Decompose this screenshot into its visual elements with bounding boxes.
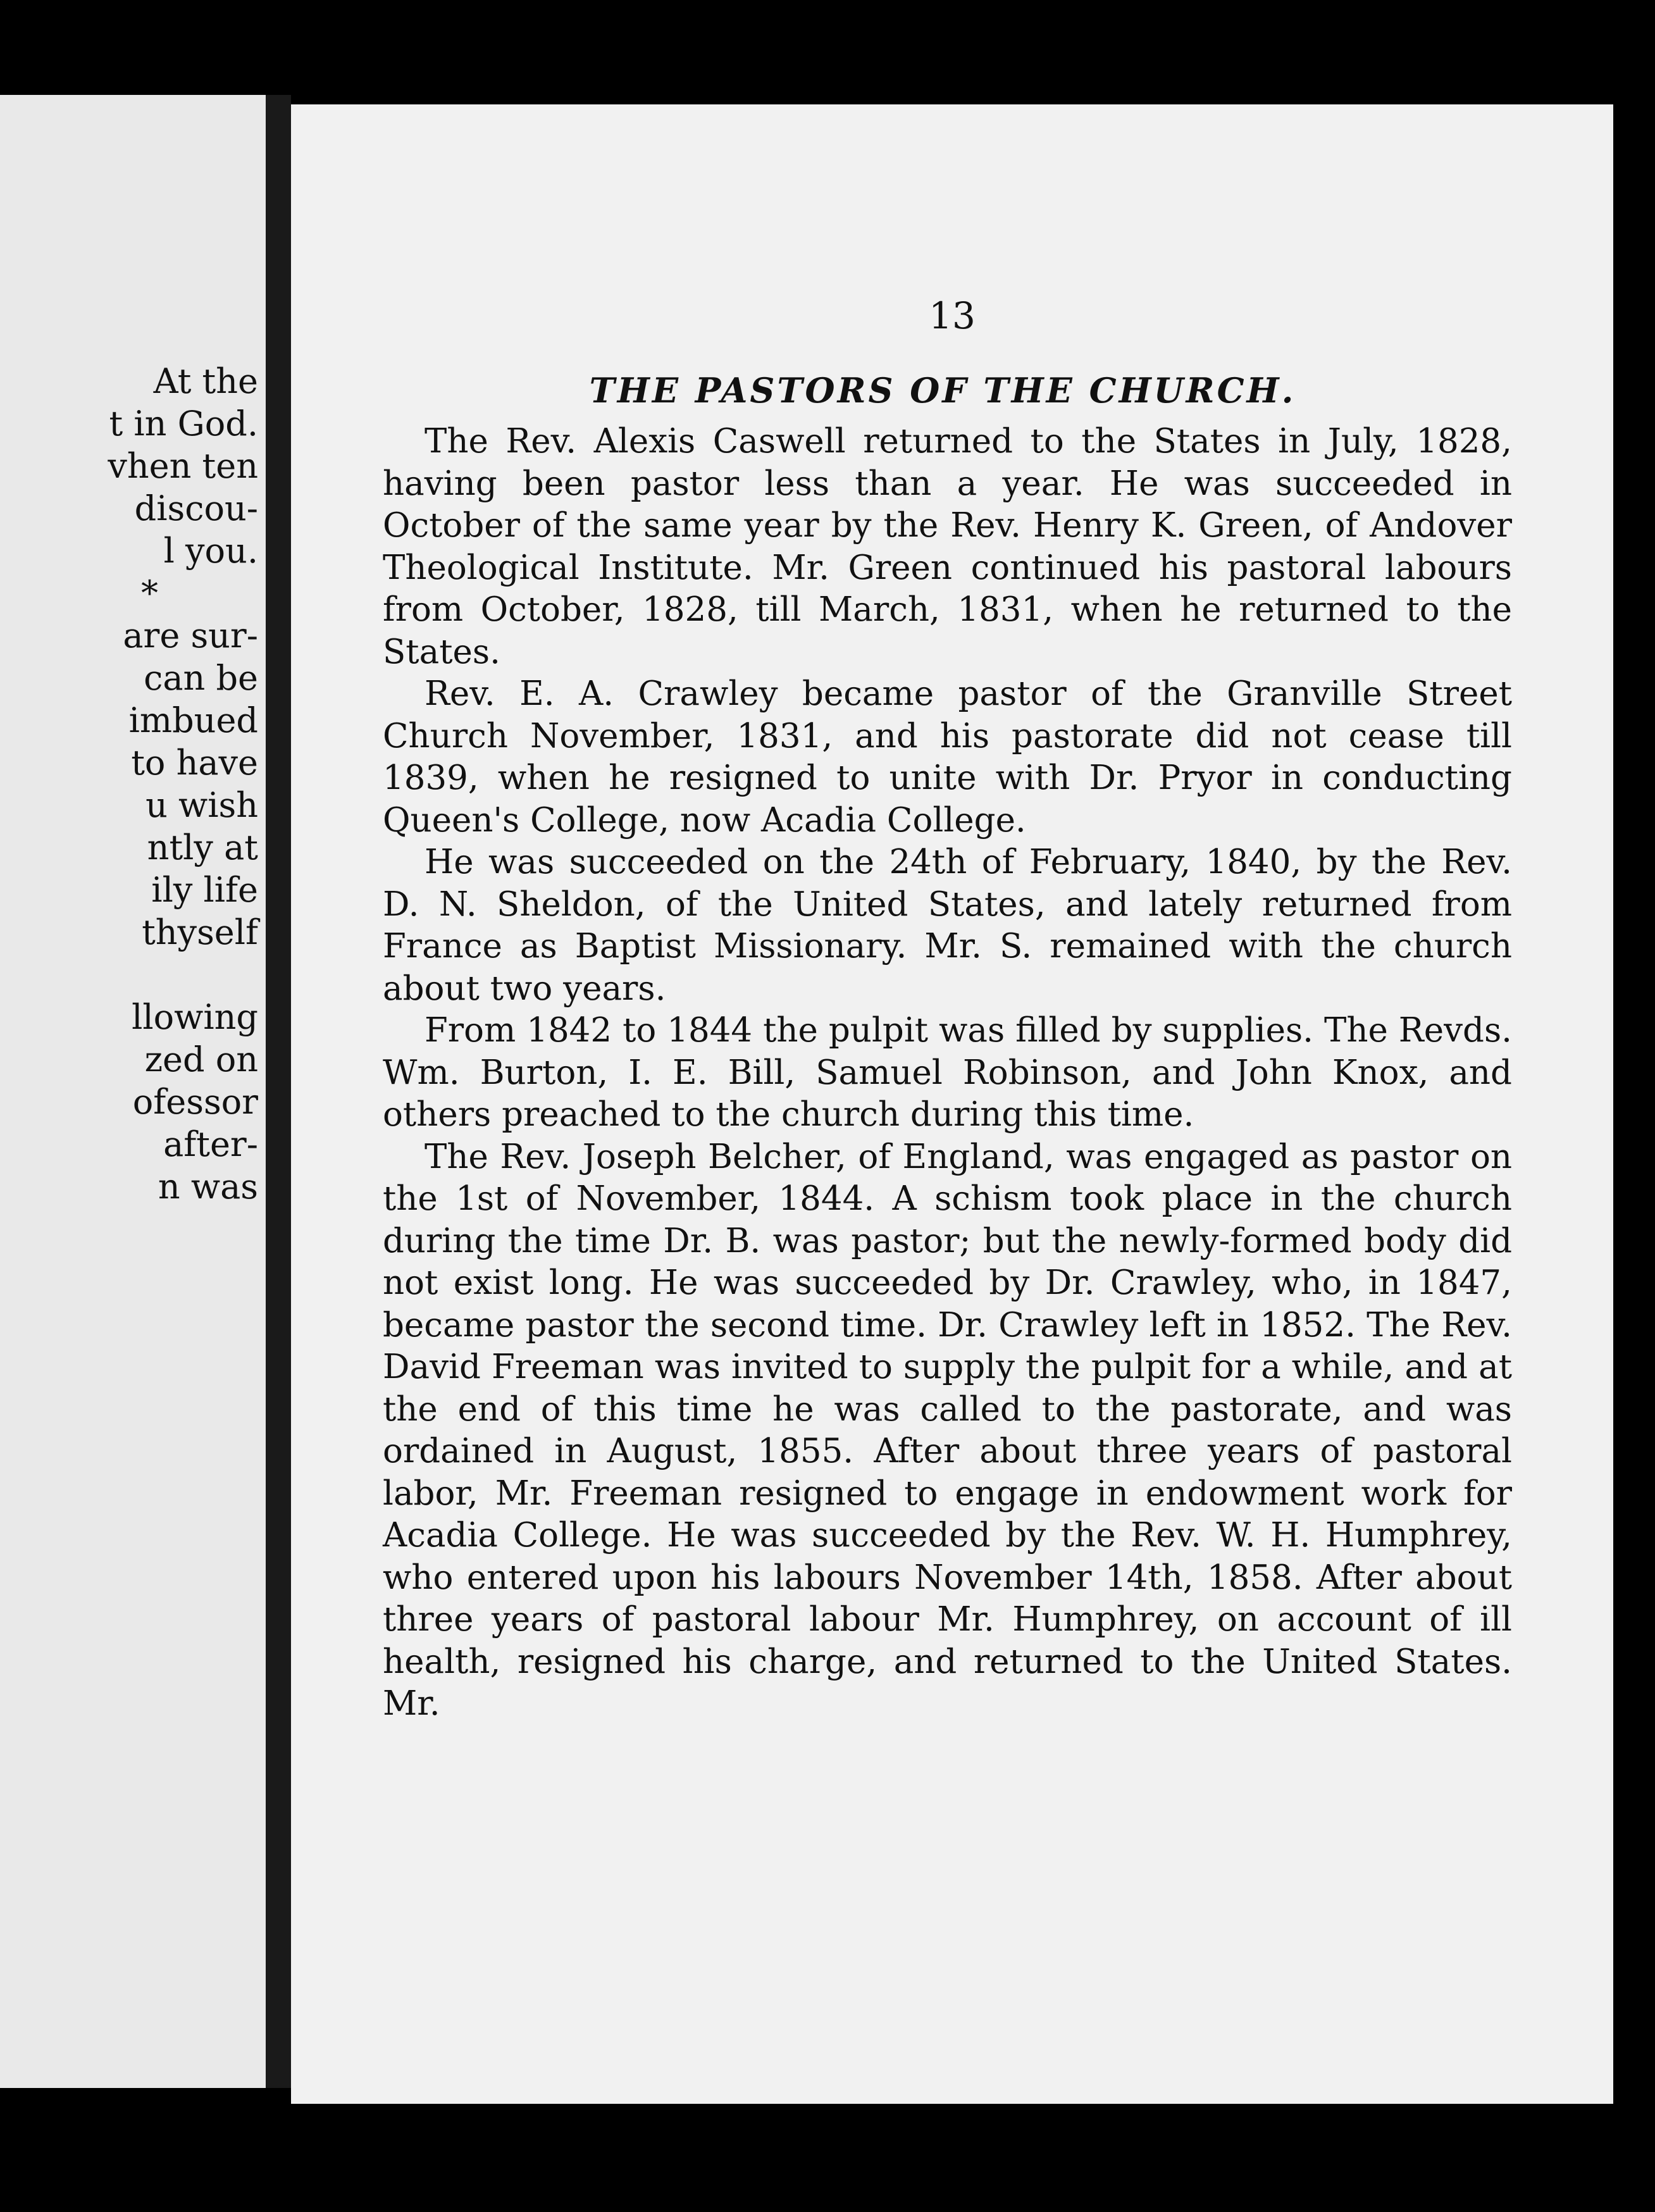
paragraph: Rev. E. A. Crawley became pastor of the Granville Street Church November, 1831, and his pastorate did not cease till 1839, when he resigned to unite with Dr. Pryor in conducting Queen's College, now Acadia College. [383, 674, 1512, 840]
left-page-text-fragment: can be [144, 658, 258, 698]
left-page-text-fragment: * [141, 573, 158, 613]
paragraph: The Rev. Joseph Belcher, of England, was engaged as pastor on the 1st of November, 1844. A schism took place in the church during the time Dr. B. was pastor; but the newly-formed body did not exist long. He was succeeded by Dr. Crawley, who, in 1847, became pastor the second time. Dr. Crawley left in 1852. The Rev. David Freeman was invited to supply the pulpit for a while, and at the end of this time he was called to the pastorate, and was ordained in August, 1855. After about three years of pastoral labor, Mr. Freeman resigned to engage in endowment work for Acadia College. He was succeeded by the Rev. W. H. Humphrey, who entered upon his labours November 14th, 1858. After about three years of pastoral labour Mr. Humphrey, on account of ill health, resigned his charge, and returned to the United States. Mr. [383, 1137, 1512, 1723]
left-page-text-fragment: llowing [132, 997, 258, 1037]
left-page-text-fragment: l you. [163, 531, 258, 571]
chapter-heading: THE PASTORS OF THE CHURCH. [589, 370, 1296, 411]
left-page-text-fragment: ntly at [147, 828, 258, 867]
book-gutter [266, 95, 291, 2088]
paragraph: He was succeeded on the 24th of February, 1840, by the Rev. D. N. Sheldon, of the United States, and lately returned from France as Baptist Missionary. Mr. S. remained with the church about two years. [383, 843, 1512, 1008]
left-page-text-fragment: vhen ten [108, 446, 258, 486]
paragraph: The Rev. Alexis Caswell returned to the States in July, 1828, having been pastor less than a year. He was succeeded in October of the same year by the Rev. Henry K. Green, of Andover Theological Institute. Mr. Green continued his pastoral labours from October, 1828, till March, 1831, when he returned to the States. [383, 422, 1512, 671]
left-page [0, 95, 266, 2088]
body-text [383, 421, 1512, 1725]
right-page [291, 104, 1613, 2104]
page-number: 13 [929, 294, 976, 337]
left-page-text-fragment: ofessor [132, 1082, 258, 1122]
left-page-text-fragment: At the [153, 361, 258, 401]
left-page-text-fragment: u wish [146, 785, 258, 825]
paragraph: From 1842 to 1844 the pulpit was filled by supplies. The Revds. Wm. Burton, I. E. Bill, Samuel Robinson, and John Knox, and others preached to the church during this time. [383, 1011, 1512, 1134]
left-page-text-fragment: after- [163, 1124, 258, 1164]
left-page-text-fragment: ily life [151, 870, 258, 910]
left-page-text-fragment: discou- [134, 488, 258, 528]
left-page-text-fragment: zed on [144, 1040, 258, 1079]
left-page-text-fragment: thyself [142, 912, 258, 952]
left-page-text-fragment: to have [131, 743, 258, 783]
left-page-text-fragment: imbued [128, 700, 258, 740]
left-page-text-fragment: t in God. [109, 404, 258, 444]
left-page-text-fragment: are sur- [123, 616, 258, 656]
left-page-text-fragment: n was [158, 1167, 258, 1207]
